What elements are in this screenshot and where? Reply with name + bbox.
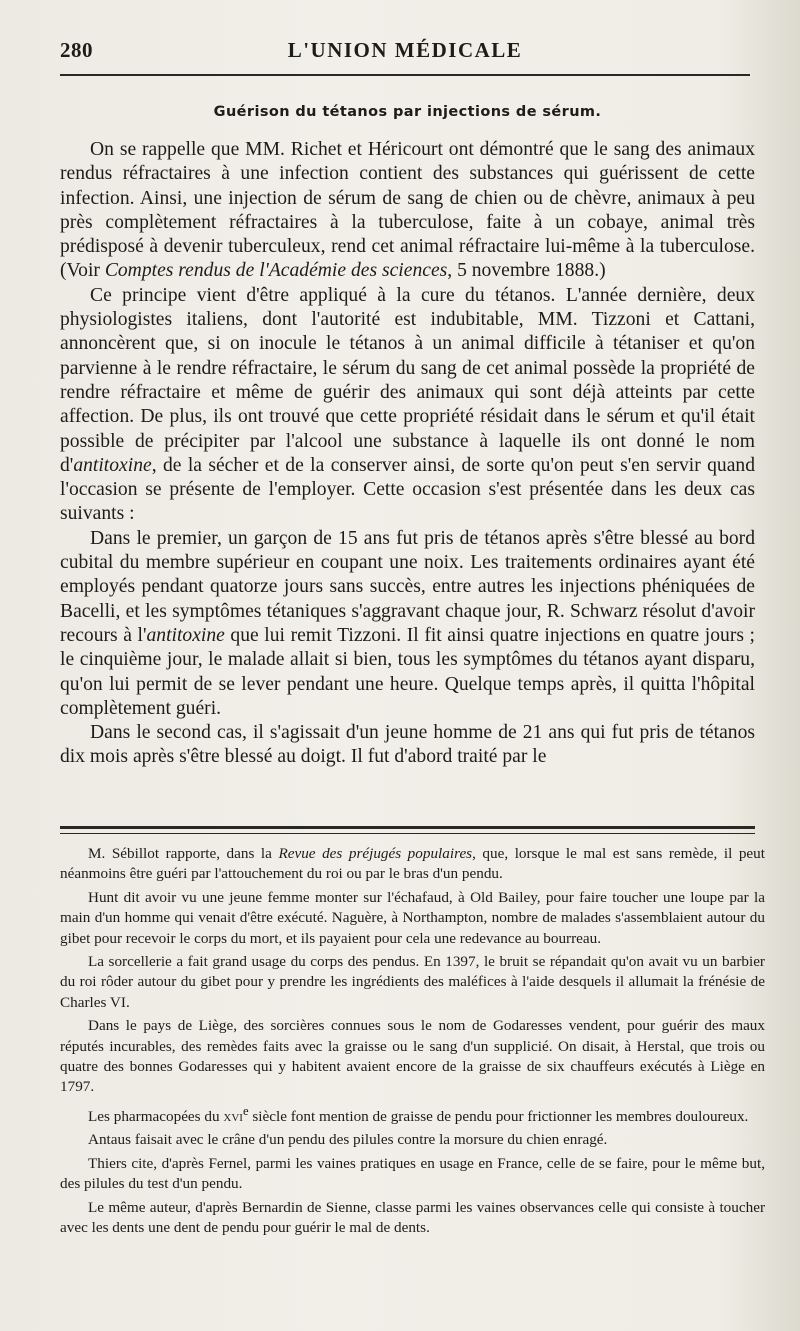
paragraph-1	[60, 138, 755, 284]
footnote-1-end: , que, lorsque le mal est sans remède, il peut néanmoins être guéri par l'attouchement du roi ou par le bras d'un pendu.	[60, 845, 765, 883]
paragraph-4: Dans le second cas, il s'agissait d'un jeune homme de 21 ans qui fut pris de tétanos dix mois après s'être blessé au doigt. Il fut d'abord traité par le	[60, 722, 755, 768]
paragraph-2-text: Ce principe vient d'être appliqué à la cure du tétanos. L'année dernière, deux physiologistes italiens, dont l'autorité est indubitable, MM. Tizzoni et Cattani, annoncèrent que, si on inocule le tétanos à un animal difficile à tétaniser et qu'on parvienne à le rendre réfractaire, le sérum du sang de cet animal possède la propriété de rendre réfractaire et même de guérir des animaux qui sont déjà atteints par cette affection. De plus, ils ont trouvé que cette propriété résidait dans le sérum et qu'il était possible de précipiter par l'alcool une substance à laquelle ils ont donné le nom d'	[60, 284, 755, 476]
footnote-4: Dans le pays de Liège, des sorcières connues sous le nom de Godaresses vendent, pour guérir des maux réputés incurables, des remèdes faits avec la graisse ou le sang d'un supplicié. On disait, à Herstal, que trois ou quatre des bonnes Godaresses qui y habitent avaient encore de la graisse de six chauffeurs exécutés à Liège en 1797.	[60, 1017, 765, 1096]
running-title: L'UNION MÉDICALE	[287, 38, 523, 62]
term-antitoxine-2: antitoxine	[146, 624, 225, 646]
footnote-6: Antaus faisait avec le crâne d'un pendu des pilules contre la morsure du chien enragé.	[88, 1131, 608, 1149]
article-body	[60, 102, 755, 770]
footnote-5	[60, 1101, 765, 1127]
footnote-5-text: Les pharmacopées du	[88, 1107, 224, 1125]
citation-title: Comptes rendus de l'Académie des sciences	[104, 260, 448, 282]
term-antitoxine: antitoxine	[73, 454, 152, 476]
paragraph-2-end: , de la sécher et de la conserver ainsi, de sorte qu'on peut s'en servir quand l'occasion se présente de l'employer. Cette occasion s'est présentée dans les deux cas suivants :	[60, 454, 755, 525]
footnote-8: Le même auteur, d'après Bernardin de Sienne, classe parmi les vaines observances celle qui consiste à toucher avec les dents une dent de pendu pour guérir le mal de dents.	[60, 1198, 765, 1236]
footnote-rule	[60, 826, 755, 829]
paragraph-1-text: On se rappelle que MM. Richet et Héricourt ont démontré que le sang des animaux rendus réfractaires à une infection contient des substances qui guérissent de cette infection. Ainsi, une injection de sérum de sang de chien ou de chèvre, animaux à peu près complètement réfractaires à la tuberculose, faite à un cobaye, animal très prédisposé à devenir tuberculeux, rend cet animal réfractaire lui-même à la tuberculose. (Voir	[60, 139, 755, 282]
article-title: Guérison du tétanos par injections de sérum.	[213, 104, 602, 120]
page-header	[60, 38, 750, 68]
footnote-1-text: M. Sébillot rapporte, dans la	[88, 845, 279, 862]
paragraph-3-end: que lui remit Tizzoni. Il fit ainsi quatre injections en quatre jours ; le cinquième jour, le malade allait si bien, tous les symptômes du tétanos ayant disparu, qu'on lui permit de se lever pendant une heure. Quelque temps après, il quitta l'hôpital complètement guéri.	[60, 624, 755, 719]
page-number: 280	[60, 38, 93, 62]
footnotes	[60, 844, 765, 1241]
paragraph-3-text: Dans le premier, un garçon de 15 ans fut pris de tétanos après s'être blessé au bord cubital du membre supérieur en coupant une noix. Les traitements ordinaires ayant été employés pendant quatorze jours sans succès, entre autres les injections phéniquées de Bacelli, et les symptômes tétaniques s'aggravant chaque jour, R. Schwarz résolut d'avoir recours à l'	[60, 527, 755, 646]
footnote-7: Thiers cite, d'après Fernel, parmi les vaines pratiques en usage en France, celle de se faire, pour le même but, des pilules du test d'un pendu.	[60, 1154, 765, 1193]
century-numeral: xvi	[223, 1107, 243, 1125]
paragraph-1-end: , 5 novembre 1888.)	[447, 260, 606, 282]
footnote-rule-thin	[60, 833, 755, 834]
header-rule	[60, 74, 750, 76]
paragraph-3	[60, 527, 755, 721]
century-suffix: e	[242, 1103, 249, 1118]
footnote-5-end: siècle font mention de graisse de pendu pour frictionner les membres douloureux.	[248, 1107, 749, 1125]
paragraph-2	[60, 284, 755, 527]
footnote-3: La sorcellerie a fait grand usage du corps des pendus. En 1397, le bruit se répandait qu'on avait vu un barbier du roi rôder autour du gibet pour y prendre les ingrédients des maléfices à l'aide desquels il allumait la frénésie de Charles VI.	[60, 953, 765, 1011]
footnote-1	[60, 844, 765, 885]
journal-title: Revue des préjugés populaires	[278, 845, 473, 862]
footnote-2: Hunt dit avoir vu une jeune femme monter sur l'échafaud, à Old Bailey, pour faire toucher une loupe par la main d'un homme qui venait d'être exécuté. Naguère, à Northampton, nombre de malades s'assemblaient autour du gibet pour recevoir le corps du mort, et ils payaient pour cela une redevance au bourreau.	[60, 888, 765, 947]
